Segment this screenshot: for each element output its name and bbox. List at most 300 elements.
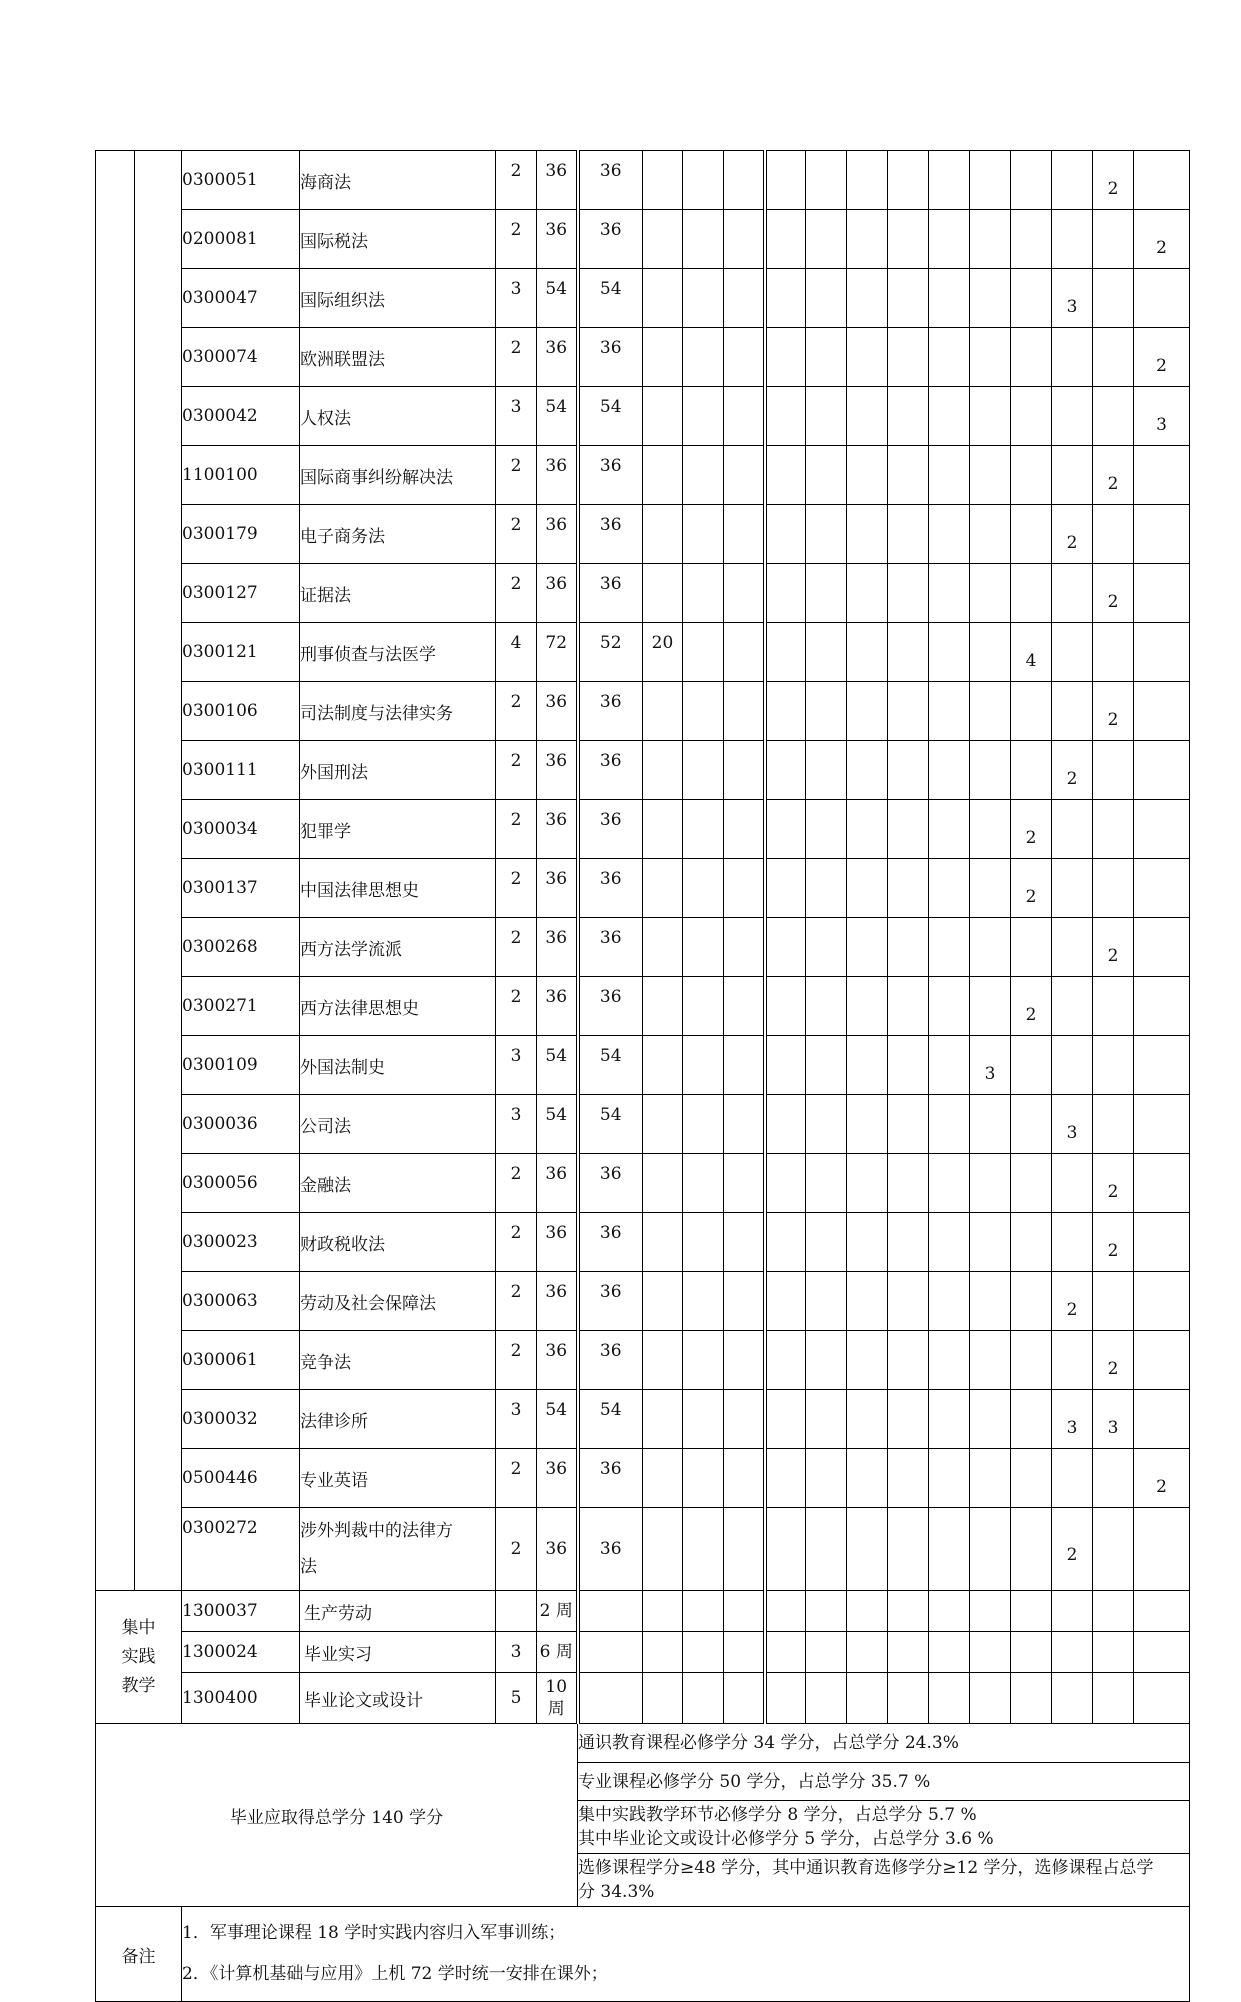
- semester-hours-cell: [847, 918, 888, 977]
- semester-hours-cell: [888, 977, 929, 1036]
- course-lecture-hours: 36: [578, 977, 643, 1036]
- semester-hours-cell: [1052, 1632, 1093, 1673]
- extra-cell: [724, 1632, 765, 1673]
- course-hours: 6 周: [537, 1632, 578, 1673]
- semester-hours-cell: [888, 1272, 929, 1331]
- notes-text: [182, 1907, 1190, 2002]
- semester-hours-cell: [1011, 741, 1052, 800]
- extra-cell: [683, 682, 724, 741]
- semester-hours-cell: [970, 446, 1011, 505]
- course-lab-hours: [643, 1331, 683, 1390]
- course-lab-hours: [643, 859, 683, 918]
- semester-hours-cell: [806, 151, 847, 210]
- course-credits: 2: [496, 505, 537, 564]
- semester-hours-cell: [970, 1331, 1011, 1390]
- extra-cell: [683, 1673, 724, 1724]
- semester-hours-cell: [970, 977, 1011, 1036]
- course-name: 欧洲联盟法: [300, 328, 496, 387]
- semester-hours-cell: [970, 1591, 1011, 1632]
- semester-hours-cell: [1134, 1591, 1190, 1632]
- semester-hours-cell: [1011, 1390, 1052, 1449]
- extra-cell: [683, 977, 724, 1036]
- semester-hours-cell: [847, 328, 888, 387]
- semester-hours-cell: [888, 269, 929, 328]
- semester-hours-cell: [888, 1154, 929, 1213]
- semester-hours-cell: [806, 564, 847, 623]
- course-lecture-hours: 36: [578, 1508, 643, 1591]
- course-lab-hours: [643, 1508, 683, 1591]
- semester-hours-cell: [1093, 1449, 1134, 1508]
- extra-cell: [683, 1591, 724, 1632]
- course-code: 0300272: [182, 1508, 300, 1591]
- semester-hours-cell: [929, 505, 970, 564]
- semester-hours-cell: [1052, 328, 1093, 387]
- semester-hours-cell: [1052, 1154, 1093, 1213]
- semester-hours-cell: [765, 623, 806, 682]
- semester-hours-cell: [970, 269, 1011, 328]
- summary-text: [578, 1854, 1190, 1907]
- extra-cell: [724, 151, 765, 210]
- extra-cell: [724, 1272, 765, 1331]
- table-row: [96, 1449, 1190, 1508]
- table-row: [96, 918, 1190, 977]
- course-hours: 36: [537, 210, 578, 269]
- course-code: 0300111: [182, 741, 300, 800]
- extra-cell: [724, 1213, 765, 1272]
- table-row: [96, 1154, 1190, 1213]
- table-row: [96, 269, 1190, 328]
- semester-hours-cell: 2: [1093, 1213, 1134, 1272]
- semester-hours-cell: [847, 1036, 888, 1095]
- semester-hours-cell: [1011, 1673, 1052, 1724]
- semester-hours-cell: [1011, 328, 1052, 387]
- extra-cell: [724, 1449, 765, 1508]
- semester-hours-cell: [1134, 1272, 1190, 1331]
- semester-hours-cell: [1011, 269, 1052, 328]
- semester-hours-cell: [806, 859, 847, 918]
- total-credits-label: 毕业应取得总学分 140 学分: [96, 1724, 578, 1907]
- course-lab-hours: [643, 1154, 683, 1213]
- table-row: [96, 1673, 1190, 1724]
- table-row: [96, 1390, 1190, 1449]
- semester-hours-cell: [1011, 1449, 1052, 1508]
- course-lab-hours: [643, 269, 683, 328]
- semester-hours-cell: [847, 151, 888, 210]
- semester-hours-cell: [806, 1095, 847, 1154]
- semester-hours-cell: [806, 623, 847, 682]
- course-name: 西方法学流派: [300, 918, 496, 977]
- course-lab-hours: [643, 1272, 683, 1331]
- summary-row: [96, 1724, 1190, 1763]
- extra-cell: [683, 1390, 724, 1449]
- semester-hours-cell: [970, 1508, 1011, 1591]
- semester-hours-cell: [765, 151, 806, 210]
- extra-cell: [683, 1449, 724, 1508]
- semester-hours-cell: [847, 1449, 888, 1508]
- extra-cell: [578, 1632, 643, 1673]
- note-item: 2．《计算机基础与应用》上机 72 学时统一安排在课外；: [182, 1964, 608, 1984]
- course-hours: 54: [537, 269, 578, 328]
- semester-hours-cell: [806, 1272, 847, 1331]
- course-hours: 36: [537, 1213, 578, 1272]
- extra-cell: [724, 210, 765, 269]
- semester-hours-cell: [847, 446, 888, 505]
- course-code: 0300056: [182, 1154, 300, 1213]
- semester-hours-cell: [765, 859, 806, 918]
- semester-hours-cell: [970, 1213, 1011, 1272]
- course-name: 外国刑法: [300, 741, 496, 800]
- course-credits: 2: [496, 918, 537, 977]
- semester-hours-cell: [929, 446, 970, 505]
- semester-hours-cell: [929, 623, 970, 682]
- semester-hours-cell: [1052, 1036, 1093, 1095]
- semester-hours-cell: [847, 210, 888, 269]
- course-name: 海商法: [300, 151, 496, 210]
- semester-hours-cell: [765, 387, 806, 446]
- extra-cell: [724, 1036, 765, 1095]
- semester-hours-cell: [1052, 1213, 1093, 1272]
- semester-hours-cell: [1093, 269, 1134, 328]
- course-name: 中国法律思想史: [300, 859, 496, 918]
- course-credits: 3: [496, 1095, 537, 1154]
- semester-hours-cell: [1011, 1632, 1052, 1673]
- semester-hours-cell: [1134, 505, 1190, 564]
- semester-hours-cell: [1093, 1591, 1134, 1632]
- semester-hours-cell: [847, 1272, 888, 1331]
- course-lab-hours: [643, 1213, 683, 1272]
- semester-hours-cell: [929, 741, 970, 800]
- semester-hours-cell: [970, 800, 1011, 859]
- extra-cell: [683, 269, 724, 328]
- semester-hours-cell: [806, 505, 847, 564]
- extra-cell: [724, 1508, 765, 1591]
- semester-hours-cell: [970, 1154, 1011, 1213]
- semester-hours-cell: [929, 977, 970, 1036]
- course-code: 0300137: [182, 859, 300, 918]
- semester-hours-cell: [1011, 1213, 1052, 1272]
- extra-cell: [683, 859, 724, 918]
- summary-line: 选修课程学分≥48 学分，其中通识教育选修学分≥12 学分，选修课程占总学: [578, 1858, 1154, 1878]
- course-credits: 2: [496, 741, 537, 800]
- course-hours: 36: [537, 564, 578, 623]
- semester-hours-cell: [1093, 623, 1134, 682]
- subcategory-cell: [135, 151, 182, 1591]
- extra-cell: [724, 977, 765, 1036]
- semester-hours-cell: [1134, 800, 1190, 859]
- semester-hours-cell: [765, 446, 806, 505]
- semester-hours-cell: [765, 505, 806, 564]
- course-credits: [496, 1591, 537, 1632]
- semester-hours-cell: 2: [1052, 1272, 1093, 1331]
- semester-hours-cell: [888, 387, 929, 446]
- semester-hours-cell: 3: [970, 1036, 1011, 1095]
- course-name: 专业英语: [300, 1449, 496, 1508]
- extra-cell: [724, 623, 765, 682]
- semester-hours-cell: [806, 977, 847, 1036]
- semester-hours-cell: [1052, 1331, 1093, 1390]
- semester-hours-cell: 3: [1134, 387, 1190, 446]
- semester-hours-cell: [765, 564, 806, 623]
- semester-hours-cell: [765, 1272, 806, 1331]
- course-credits: 2: [496, 1272, 537, 1331]
- summary-line: 分 34.3%: [578, 1882, 655, 1902]
- semester-hours-cell: [806, 1036, 847, 1095]
- table-row: [96, 1508, 1190, 1591]
- semester-hours-cell: [1134, 741, 1190, 800]
- table-row: [96, 1331, 1190, 1390]
- semester-hours-cell: [888, 800, 929, 859]
- table-row: [96, 1632, 1190, 1673]
- semester-hours-cell: [1011, 210, 1052, 269]
- course-lecture-hours: 36: [578, 1272, 643, 1331]
- semester-hours-cell: [970, 859, 1011, 918]
- semester-hours-cell: [1134, 918, 1190, 977]
- semester-hours-cell: [847, 1154, 888, 1213]
- semester-hours-cell: [847, 859, 888, 918]
- semester-hours-cell: [888, 623, 929, 682]
- extra-cell: [683, 1632, 724, 1673]
- semester-hours-cell: [806, 1632, 847, 1673]
- course-hours: 54: [537, 1036, 578, 1095]
- semester-hours-cell: [765, 1508, 806, 1591]
- course-hours: 36: [537, 446, 578, 505]
- course-lecture-hours: 36: [578, 505, 643, 564]
- semester-hours-cell: [1093, 1632, 1134, 1673]
- extra-cell: [724, 741, 765, 800]
- semester-hours-cell: [970, 1632, 1011, 1673]
- semester-hours-cell: [929, 1213, 970, 1272]
- semester-hours-cell: [1093, 1095, 1134, 1154]
- course-lecture-hours: 36: [578, 918, 643, 977]
- course-name: 人权法: [300, 387, 496, 446]
- extra-cell: [683, 623, 724, 682]
- semester-hours-cell: [888, 1673, 929, 1724]
- course-code: 1100100: [182, 446, 300, 505]
- curriculum-table: [95, 150, 1190, 2002]
- semester-hours-cell: [888, 328, 929, 387]
- semester-hours-cell: [806, 918, 847, 977]
- extra-cell: [683, 1272, 724, 1331]
- course-credits: 3: [496, 1036, 537, 1095]
- practical-label-line: 实践: [121, 1646, 156, 1667]
- semester-hours-cell: [929, 1331, 970, 1390]
- semester-hours-cell: [806, 387, 847, 446]
- course-name: 司法制度与法律实务: [300, 682, 496, 741]
- course-hours: 36: [537, 1449, 578, 1508]
- semester-hours-cell: [888, 1390, 929, 1449]
- course-credits: 2: [496, 859, 537, 918]
- course-lecture-hours: 52: [578, 623, 643, 682]
- course-credits: 2: [496, 564, 537, 623]
- semester-hours-cell: [847, 1673, 888, 1724]
- course-name: 犯罪学: [300, 800, 496, 859]
- semester-hours-cell: [1093, 505, 1134, 564]
- course-name-line: 涉外判裁中的法律方: [300, 1521, 453, 1541]
- course-lab-hours: [643, 328, 683, 387]
- semester-hours-cell: [888, 1095, 929, 1154]
- semester-hours-cell: [765, 1390, 806, 1449]
- course-name-line: 法: [300, 1557, 317, 1577]
- semester-hours-cell: [1134, 682, 1190, 741]
- course-hours: 36: [537, 1331, 578, 1390]
- course-hours: 36: [537, 505, 578, 564]
- semester-hours-cell: 2: [1093, 918, 1134, 977]
- semester-hours-cell: [1134, 446, 1190, 505]
- course-hours: 10 周: [537, 1673, 578, 1724]
- course-code: 0300121: [182, 623, 300, 682]
- semester-hours-cell: 2: [1011, 859, 1052, 918]
- extra-cell: [724, 505, 765, 564]
- semester-hours-cell: [888, 446, 929, 505]
- extra-cell: [724, 800, 765, 859]
- semester-hours-cell: [765, 1331, 806, 1390]
- extra-cell: [724, 1331, 765, 1390]
- course-credits: 3: [496, 269, 537, 328]
- course-lecture-hours: 36: [578, 1154, 643, 1213]
- semester-hours-cell: [1093, 977, 1134, 1036]
- semester-hours-cell: [765, 1036, 806, 1095]
- course-code: 0300032: [182, 1390, 300, 1449]
- extra-cell: [683, 1331, 724, 1390]
- course-code: 0500446: [182, 1449, 300, 1508]
- course-credits: 2: [496, 1508, 537, 1591]
- semester-hours-cell: [1093, 741, 1134, 800]
- semester-hours-cell: [806, 741, 847, 800]
- semester-hours-cell: [1011, 1331, 1052, 1390]
- semester-hours-cell: [847, 1095, 888, 1154]
- course-lecture-hours: 54: [578, 1390, 643, 1449]
- table-row: [96, 800, 1190, 859]
- course-lecture-hours: 36: [578, 1213, 643, 1272]
- summary-line: 集中实践教学环节必修学分 8 学分，占总学分 5.7 %: [578, 1805, 977, 1825]
- course-lecture-hours: 54: [578, 269, 643, 328]
- course-lab-hours: [643, 564, 683, 623]
- semester-hours-cell: [970, 387, 1011, 446]
- extra-cell: [683, 800, 724, 859]
- course-hours: 54: [537, 1390, 578, 1449]
- course-hours: 36: [537, 1154, 578, 1213]
- course-name: 外国法制史: [300, 1036, 496, 1095]
- semester-hours-cell: [929, 328, 970, 387]
- table-row: [96, 505, 1190, 564]
- semester-hours-cell: 2: [1052, 741, 1093, 800]
- semester-hours-cell: [888, 918, 929, 977]
- course-name: 电子商务法: [300, 505, 496, 564]
- semester-hours-cell: [888, 1036, 929, 1095]
- semester-hours-cell: [806, 1390, 847, 1449]
- notes-label: 备注: [96, 1907, 182, 2002]
- course-credits: 3: [496, 387, 537, 446]
- practical-section-label: [96, 1591, 182, 1724]
- table-row: [96, 977, 1190, 1036]
- course-name: 生产劳动: [300, 1591, 496, 1632]
- semester-hours-cell: [1134, 269, 1190, 328]
- course-hours: 72: [537, 623, 578, 682]
- semester-hours-cell: [806, 210, 847, 269]
- course-code: 0300023: [182, 1213, 300, 1272]
- semester-hours-cell: 2: [1093, 1331, 1134, 1390]
- semester-hours-cell: [1134, 977, 1190, 1036]
- semester-hours-cell: [847, 977, 888, 1036]
- semester-hours-cell: [929, 1591, 970, 1632]
- table-row: [96, 741, 1190, 800]
- course-credits: 3: [496, 1632, 537, 1673]
- extra-cell: [683, 564, 724, 623]
- course-code: 1300037: [182, 1591, 300, 1632]
- semester-hours-cell: [929, 564, 970, 623]
- course-code: 0300179: [182, 505, 300, 564]
- semester-hours-cell: [1093, 387, 1134, 446]
- semester-hours-cell: [1011, 564, 1052, 623]
- semester-hours-cell: [970, 1673, 1011, 1724]
- course-name: 金融法: [300, 1154, 496, 1213]
- course-lecture-hours: 36: [578, 859, 643, 918]
- extra-cell: [724, 446, 765, 505]
- semester-hours-cell: [765, 800, 806, 859]
- semester-hours-cell: [929, 210, 970, 269]
- course-name: 财政税收法: [300, 1213, 496, 1272]
- semester-hours-cell: [765, 269, 806, 328]
- semester-hours-cell: [970, 564, 1011, 623]
- semester-hours-cell: [1134, 1673, 1190, 1724]
- semester-hours-cell: [806, 446, 847, 505]
- semester-hours-cell: [806, 1213, 847, 1272]
- course-name: 劳动及社会保障法: [300, 1272, 496, 1331]
- course-name: 法律诊所: [300, 1390, 496, 1449]
- semester-hours-cell: [1052, 151, 1093, 210]
- course-lecture-hours: 36: [578, 564, 643, 623]
- semester-hours-cell: [929, 1632, 970, 1673]
- extra-cell: [724, 682, 765, 741]
- semester-hours-cell: [970, 1449, 1011, 1508]
- semester-hours-cell: [847, 1331, 888, 1390]
- semester-hours-cell: [1134, 151, 1190, 210]
- course-code: 0300036: [182, 1095, 300, 1154]
- semester-hours-cell: 2: [1011, 800, 1052, 859]
- semester-hours-cell: [765, 1154, 806, 1213]
- course-lab-hours: [643, 1036, 683, 1095]
- semester-hours-cell: 3: [1052, 269, 1093, 328]
- semester-hours-cell: [806, 328, 847, 387]
- table-row: [96, 1213, 1190, 1272]
- semester-hours-cell: [1052, 800, 1093, 859]
- course-hours: 36: [537, 151, 578, 210]
- course-lab-hours: [643, 1449, 683, 1508]
- semester-hours-cell: [929, 800, 970, 859]
- course-name: 竞争法: [300, 1331, 496, 1390]
- semester-hours-cell: [847, 682, 888, 741]
- course-name: [300, 1508, 496, 1591]
- table-row: [96, 328, 1190, 387]
- course-name: 公司法: [300, 1095, 496, 1154]
- semester-hours-cell: [847, 623, 888, 682]
- course-code: 0300034: [182, 800, 300, 859]
- semester-hours-cell: [929, 151, 970, 210]
- course-credits: 2: [496, 1154, 537, 1213]
- semester-hours-cell: [929, 1095, 970, 1154]
- semester-hours-cell: [765, 1673, 806, 1724]
- semester-hours-cell: [970, 741, 1011, 800]
- semester-hours-cell: [806, 1331, 847, 1390]
- semester-hours-cell: [888, 210, 929, 269]
- summary-text: [578, 1724, 1190, 1763]
- semester-hours-cell: [765, 918, 806, 977]
- extra-cell: [683, 210, 724, 269]
- semester-hours-cell: [806, 1449, 847, 1508]
- semester-hours-cell: [847, 1390, 888, 1449]
- course-lab-hours: [643, 741, 683, 800]
- semester-hours-cell: 2: [1011, 977, 1052, 1036]
